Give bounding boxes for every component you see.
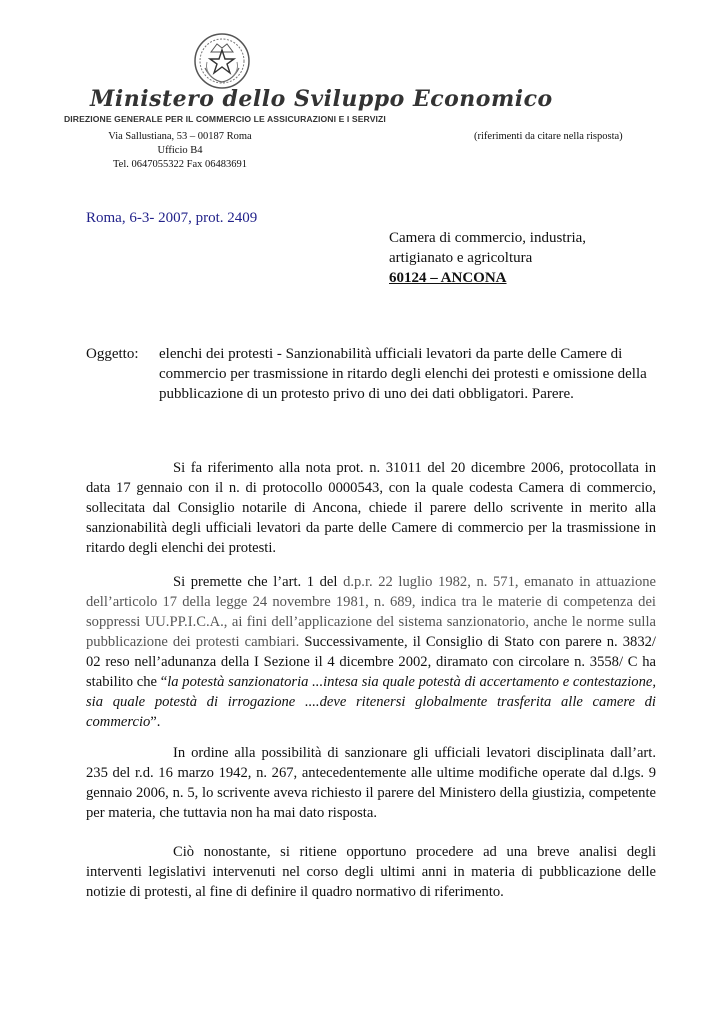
- paragraph-4-text: Ciò nonostante, si ritiene opportuno procedere ad una breve analisi degli interventi legislativi intervenuti nel corso degli ultimi anni in materia di pubblicazione delle notizie di protesti, al fine di definire il quadro normativo di riferimento.: [86, 844, 656, 900]
- paragraph-1-text: Si fa riferimento alla nota prot. n. 31011 del 20 dicembre 2006, protocollata in data 17 gennaio con il n. di protocollo 0000543, con la quale codesta Camera di commercio, sollecitata dal Consiglio notarile di Ancona, chiede il parere dello scrivente in merito alla sanzionabilità degli ufficiali levatori da parte delle Camere di commercio per la trasmissione in ritardo degli elenchi dei protesti.: [86, 460, 656, 556]
- recipient-block: [389, 228, 586, 288]
- paragraph-2-reference: d.p.r. 22 luglio 1982, n. 571, emanato in attuazione dell’articolo 17 della legge 24 novembre 1981, n. 689, indica tra le materie di competenza dei soppressi UU.PP.I.C.A., ai fini dell’applicazione del sistema sanzionatorio, anche le norme sulla pubblicazione dei protesti cambiari.: [86, 574, 657, 650]
- paragraph-4: [86, 842, 656, 902]
- ministry-name: Ministero dello Sviluppo Economico: [90, 86, 553, 112]
- paragraph-3-text: In ordine alla possibilità di sanzionare gli ufficiali levatori disciplinata dall’art. 235 del r.d. 16 marzo 1942, n. 267, antecedentemente alle ultime modifiche operate dal d.lgs. 9 gennaio 2006, n. 5, lo scrivente aveva richiesto il parere del Ministero della giustizia, competente per materia, che tuttavia non ha mai dato risposta.: [86, 745, 656, 821]
- date-protocol: Roma, 6-3- 2007, prot. 2409: [86, 210, 258, 226]
- recipient-line1: Camera di commercio, industria,: [389, 230, 587, 246]
- subject-text: elenchi dei protesti - Sanzionabilità ufficiali levatori da parte delle Camere di commercio per trasmissione in ritardo degli elenchi dei protesti e omissione della pubblicazione di un protesto privo di uno dei dati obbligatori. Parere.: [159, 346, 647, 402]
- subject-label: Oggetto:: [86, 346, 139, 362]
- address-office: Ufficio B4: [157, 145, 203, 156]
- paragraph-3: [86, 743, 656, 823]
- address-phone-fax: Tel. 0647055322 Fax 06483691: [112, 159, 247, 170]
- paragraph-1: [86, 458, 656, 558]
- recipient-city: 60124 – ANCONA: [389, 270, 507, 286]
- paragraph-2-end: ”.: [150, 714, 161, 730]
- subject-block: [86, 344, 661, 404]
- paragraph-2-intro: Si premette che l’art. 1 del: [173, 574, 338, 590]
- reference-note: (riferimenti da citare nella risposta): [474, 131, 623, 142]
- republic-emblem-icon: [193, 32, 251, 90]
- paragraph-2-quote: la potestà sanzionatoria ...intesa sia quale potestà di accertamento e contestazione, sia quale potestà di irrogazione ....deve ritenersi globalmente trasferita alle camere di commercio: [86, 674, 656, 730]
- address-street: Via Sallustiana, 53 – 00187 Roma: [108, 131, 252, 142]
- paragraph-2: [86, 572, 656, 732]
- paragraph-2-council: Successivamente, il Consiglio di Stato con parere n. 3832/ 02 reso nell’adunanza della I Sezione il 4 dicembre 2002, diramato con circolare n. 3558/ C ha stabilito che “: [86, 634, 656, 690]
- recipient-line2: artigianato e agricoltura: [389, 250, 533, 266]
- ministry-directorate: DIREZIONE GENERALE PER IL COMMERCIO LE ASSICURAZIONI E I SERVIZI: [64, 114, 386, 124]
